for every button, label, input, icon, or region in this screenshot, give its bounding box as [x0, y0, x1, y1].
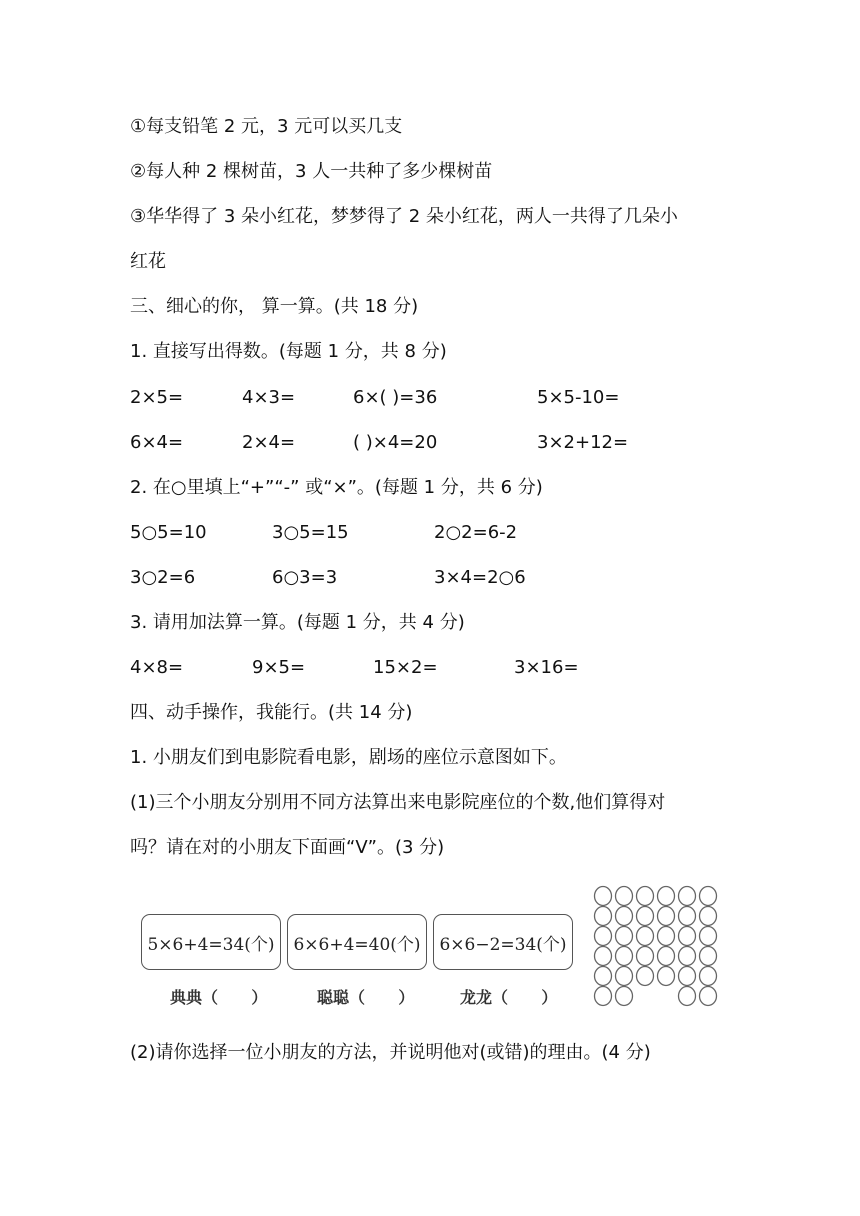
seat-row — [595, 967, 717, 986]
operator-item: 3○5=15 — [272, 522, 349, 543]
seat-diagram — [590, 884, 730, 1010]
calc-item: 2×4= — [242, 432, 296, 453]
addition-item: 9×5= — [252, 657, 306, 678]
operator-item: 5○5=10 — [130, 522, 207, 543]
formula-text: 6×6+4=40(个) — [293, 934, 421, 955]
formula-box-diandian — [141, 914, 281, 970]
seat-row — [595, 927, 717, 946]
operator-item: 3×4=2○6 — [434, 567, 526, 588]
operator-item: 3○2=6 — [130, 567, 196, 588]
section-4-q1-intro: 1. 小朋友们到电影院看电影，剧场的座位示意图如下。 — [130, 747, 567, 768]
calc-item: 6×( )=36 — [353, 387, 438, 408]
calc-item: 6×4= — [130, 432, 184, 453]
operator-item: 6○3=3 — [272, 567, 338, 588]
calc-item: 3×2+12= — [537, 432, 629, 453]
seat-row — [595, 987, 717, 1006]
formula-text: 5×6+4=34(个) — [147, 934, 275, 955]
section-4-q1-part2: (2)请你选择一位小朋友的方法，并说明他对(或错)的理由。(4 分) — [130, 1042, 651, 1063]
section-3-q3-title: 3. 请用加法算一算。(每题 1 分，共 4 分) — [130, 612, 465, 633]
operator-item: 2○2=6-2 — [434, 522, 518, 543]
section-4-title: 四、动手操作，我能行。(共 14 分) — [130, 702, 413, 723]
section-4-q1-part1-cont: 吗？请在对的小朋友下面画“V”。(3 分) — [130, 837, 445, 858]
name-label-diandian: 典典（ ） — [170, 988, 268, 1007]
formula-text: 6×6−2=34(个) — [439, 934, 567, 955]
question-line-2: ②每人种 2 棵树苗，3 人一共种了多少棵树苗 — [130, 161, 493, 182]
section-4-q1-part1: (1)三个小朋友分别用不同方法算出来电影院座位的个数,他们算得对 — [130, 792, 666, 813]
name-label-longlong: 龙龙（ ） — [460, 988, 558, 1007]
section-3-title: 三、细心的你， 算一算。(共 18 分) — [130, 296, 419, 317]
seat-row — [595, 947, 717, 966]
question-line-1: ①每支铅笔 2 元，3 元可以买几支 — [130, 116, 403, 137]
question-line-3-cont: 红花 — [130, 251, 166, 272]
section-3-q2-title: 2. 在○里填上“+”“-” 或“×”。(每题 1 分，共 6 分) — [130, 477, 543, 498]
calc-item: 2×5= — [130, 387, 184, 408]
question-line-3: ③华华得了 3 朵小红花，梦梦得了 2 朵小红花，两人一共得了几朵小 — [130, 206, 678, 227]
calc-item: 4×3= — [242, 387, 296, 408]
formula-box-congcong — [287, 914, 427, 970]
formula-box-longlong — [433, 914, 573, 970]
section-3-q1-title: 1. 直接写出得数。(每题 1 分，共 8 分) — [130, 341, 447, 362]
calc-item: 5×5-10= — [537, 387, 620, 408]
name-label-congcong: 聪聪（ ） — [317, 988, 415, 1007]
addition-item: 3×16= — [514, 657, 579, 678]
addition-item: 4×8= — [130, 657, 184, 678]
calc-item: ( )×4=20 — [353, 432, 438, 453]
seat-row — [595, 907, 717, 926]
seat-row — [595, 887, 717, 906]
addition-item: 15×2= — [373, 657, 438, 678]
